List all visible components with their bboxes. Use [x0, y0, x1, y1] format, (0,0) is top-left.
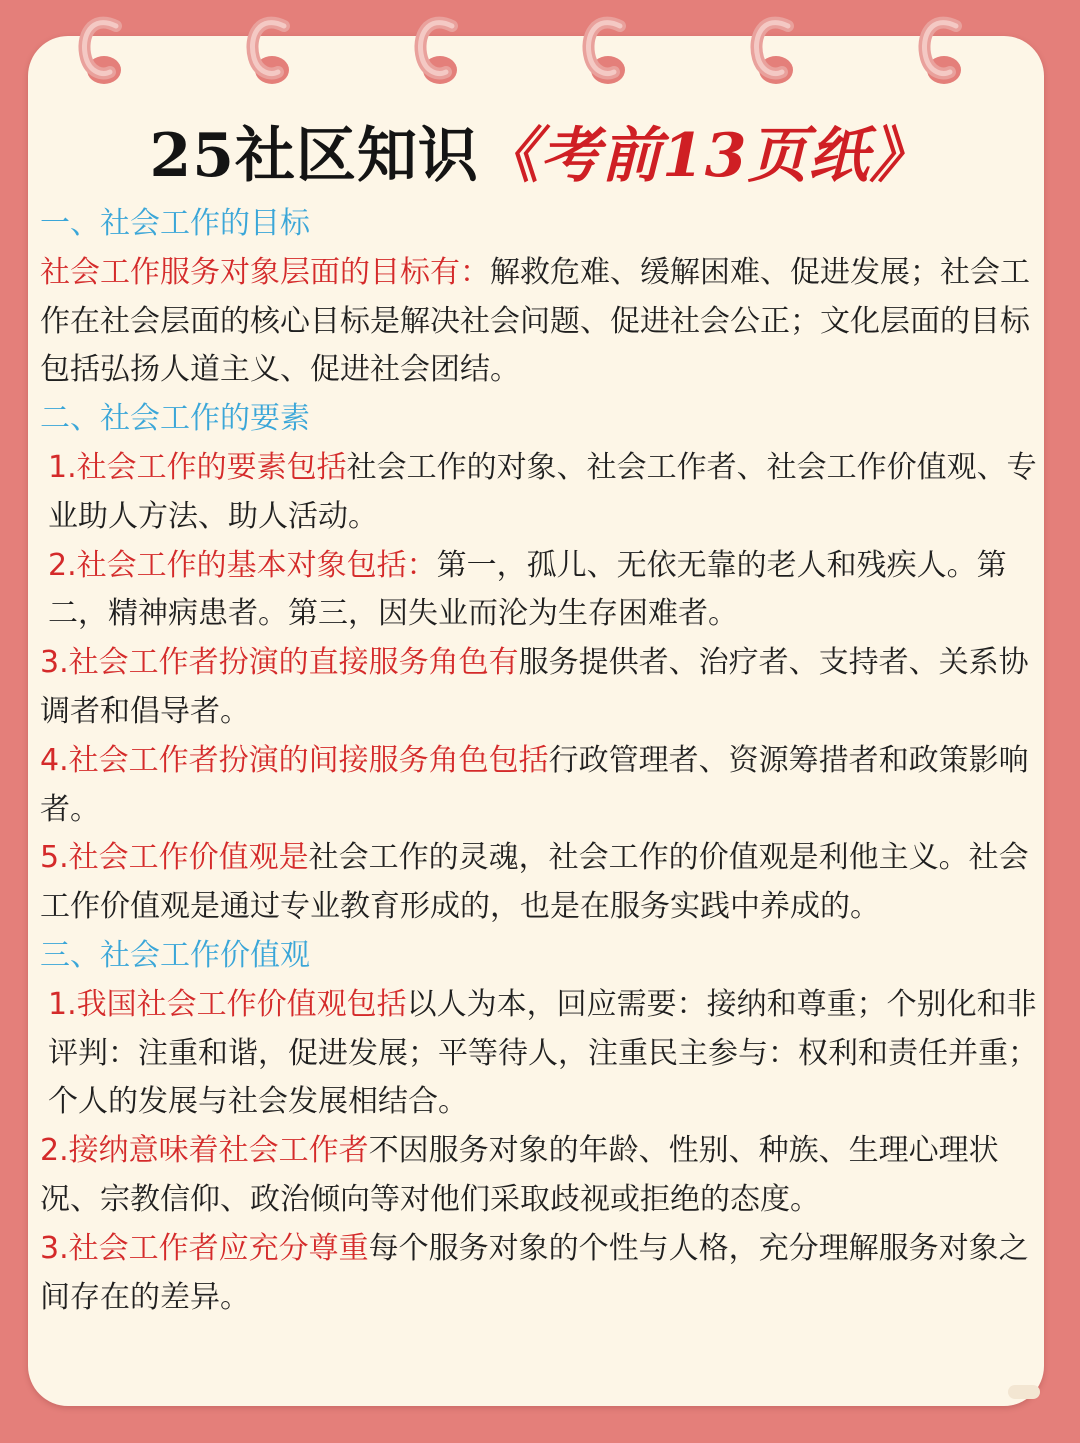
title-main: 25社区知识 [149, 121, 479, 191]
emphasis-text: 2.社会工作的基本对象包括： [48, 547, 437, 583]
body-text: 行政管理者、资源筹措者和政策影响者。 [40, 742, 1029, 827]
body-text: 第一，孤儿、无依无靠的老人和残疾人。第二，精神病患者。第三，因失业而沦为生存困难者。 [48, 547, 1007, 632]
emphasis-text: 社会工作服务对象层面的目标有： [40, 254, 490, 290]
emphasis-text: 1.社会工作的要素包括 [48, 449, 347, 485]
emphasis-text: 4.社会工作者扮演的间接服务角色包括 [40, 742, 549, 778]
body-text: 以人为本，回应需要：接纳和尊重；个别化和非评判：注重和谐，促进发展；平等待人，注重民主参与：权利和责任并重；个人的发展与社会发展相结合。 [48, 986, 1038, 1120]
emphasis-text: 1.我国社会工作价值观包括 [48, 986, 407, 1022]
section3-item-3 [40, 1225, 1044, 1323]
emphasis-text: 5.社会工作价值观是 [40, 840, 309, 876]
section-heading-1: 一、社会工作的目标 [40, 206, 310, 241]
body-text: 服务提供者、治疗者、支持者、关系协调者和倡导者。 [40, 645, 1029, 729]
emphasis-text: 3.社会工作者扮演的直接服务角色有 [40, 645, 519, 681]
body-text: 每个服务对象的个性与人格，充分理解服务对象之间存在的差异。 [40, 1230, 1029, 1315]
title-highlight: 《考前13页纸》 [479, 121, 931, 191]
section2-item-5 [40, 834, 1044, 932]
emphasis-text: 2.接纳意味着社会工作者 [40, 1133, 369, 1169]
section3-item-2 [40, 1127, 1044, 1225]
body-text: 解救危难、缓解困难、促进发展；社会工作在社会层面的核心目标是解决社会问题、促进社会公正；文化层面的目标包括弘扬人道主义、促进社会团结。 [40, 254, 1030, 388]
body-text: 不因服务对象的年龄、性别、种族、生理心理状况、宗教信仰、政治倾向等对他们采取歧视或拒绝的态度。 [40, 1133, 999, 1217]
section1-paragraph [40, 249, 1044, 395]
emphasis-text: 3.社会工作者应充分尊重 [40, 1230, 369, 1266]
body-text: 社会工作的灵魂，社会工作的价值观是利他主义。社会工作价值观是通过专业教育形成的，也是在服务实践中养成的。 [40, 840, 1029, 925]
page-title [0, 116, 1080, 196]
section2-item-3 [40, 639, 1044, 737]
content-body [40, 200, 1044, 1322]
section2-item-4 [40, 737, 1044, 835]
watermark-badge [1008, 1385, 1040, 1399]
body-text: 社会工作的对象、社会工作者、社会工作价值观、专业助人方法、助人活动。 [48, 449, 1037, 534]
section-heading-2: 二、社会工作的要素 [40, 401, 310, 437]
section-heading-3: 三、社会工作价值观 [40, 937, 310, 973]
section2-item-2 [40, 542, 1044, 640]
section3-item-1 [40, 981, 1044, 1127]
section2-item-1 [40, 444, 1044, 542]
